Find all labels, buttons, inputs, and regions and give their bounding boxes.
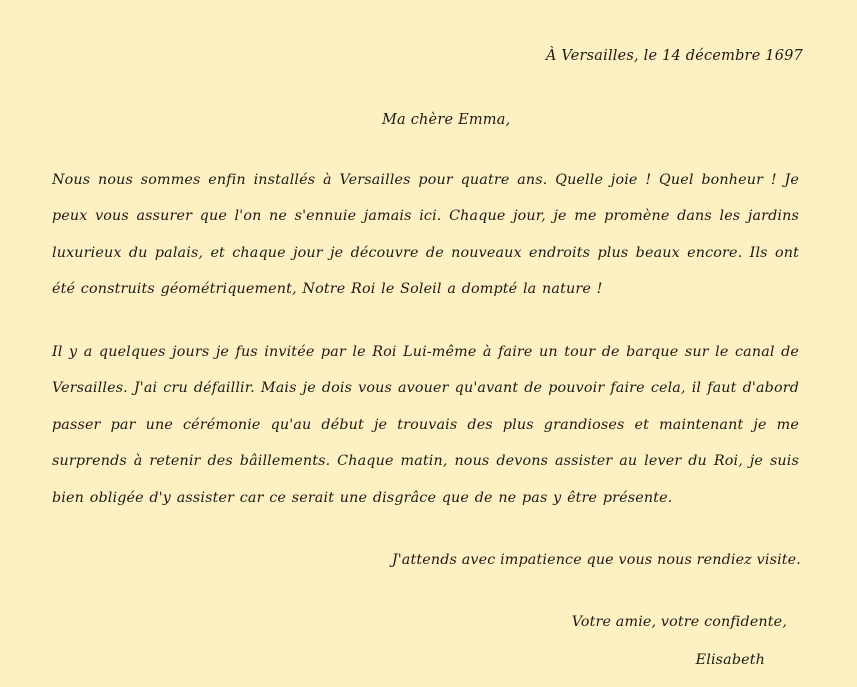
closing-wish: J'attends avec impatience que vous nous rendiez visite. <box>391 552 801 569</box>
signature: Elisabeth <box>695 652 765 669</box>
paragraph-1: Nous nous sommes enfin installés à Versailles pour quatre ans. Quelle joie ! Quel bonheur ! Je peux vous assurer que l'on ne s'ennuie jamais ici. Chaque jour, je me promène dans les jardins luxurieux du palais, et chaque jour je découvre de nouveaux endroits plus beaux encore. Ils ont été construits géométriquement, Notre Roi le Soleil a dompté la nature ! <box>52 172 799 298</box>
signoff: Votre amie, votre confidente, <box>571 614 787 631</box>
date-line: À Versailles, le 14 décembre 1697 <box>545 48 803 64</box>
salutation: Ma chère Emma, <box>382 112 511 128</box>
paragraph-2: Il y a quelques jours je fus invitée par le Roi Lui-même à faire un tour de barque sur le canal de Versailles. J'ai cru défaillir. Mais je dois vous avouer qu'avant de pouvoir faire cela, il faut d'abord passer par une cérémonie qu'au début je trouvais des plus grandioses et maintenant je me surprends à retenir des bâillements. Chaque matin, nous devons assister au lever du Roi, je suis bien obligée d'y assister car ce serait une disgrâce que de ne pas y être présente. <box>52 343 799 506</box>
